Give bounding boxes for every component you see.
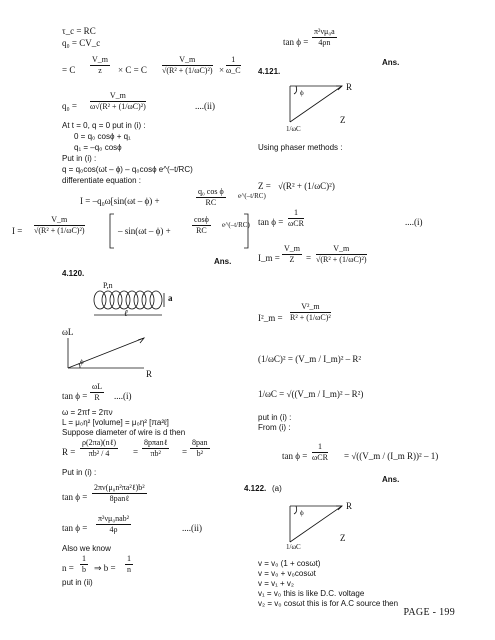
nb-num: 1	[127, 554, 131, 563]
z-lhs: Z =	[258, 181, 271, 191]
im-lhs: I_m =	[258, 253, 280, 263]
tan4-den: ωCR	[312, 453, 328, 462]
coil-l: ℓ	[124, 308, 128, 318]
put-i-2: Put in (i) :	[62, 468, 97, 477]
tanr-den: ωCR	[288, 219, 304, 228]
q0-tag: ....(ii)	[195, 101, 215, 111]
tanr-frac	[288, 209, 304, 228]
i2-cden: RC	[196, 226, 207, 235]
i-frac	[196, 188, 226, 207]
i-lhs: I = –q₀ω[sin(ωt – ϕ) +	[80, 196, 160, 206]
r-n2: 8pπanℓ	[144, 438, 168, 447]
r-eq2: =	[133, 447, 139, 457]
tan3-num: π²νμ₀nab²	[98, 514, 130, 523]
nb-frac	[125, 555, 133, 574]
r-d3: b²	[196, 449, 203, 458]
v-line-2: v = v₀ + v₀cosωt	[258, 569, 316, 578]
v-line-3: v = v₁ + v₂	[258, 579, 295, 588]
top-frac	[312, 28, 337, 47]
tan2-num: 2πν(μ₀n²πa²ℓ)b²	[94, 483, 145, 492]
im-frac-2	[316, 245, 367, 264]
ans-1: Ans.	[214, 257, 232, 266]
put-i-3: put in (i) :	[258, 413, 292, 422]
diff-line: differentiate equation :	[62, 176, 142, 185]
q0-line: q₀ = CV_c	[62, 38, 101, 48]
q0-den: ω√(R² + (1/ωC)²)	[90, 102, 146, 111]
phasor-triangle-left	[66, 336, 156, 376]
top-tan-lhs: tan ϕ =	[283, 37, 309, 47]
tan3-frac	[96, 515, 131, 534]
tri3-wc: 1/ωC	[286, 543, 301, 551]
i-exp: e^(–t/RC)	[238, 192, 266, 200]
im-eq: =	[306, 253, 312, 263]
tan2-den: 8panℓ	[109, 494, 130, 503]
tanr-num: 1	[288, 209, 304, 219]
problem-4-122: 4.122.	[244, 484, 267, 493]
i2-den: √(R² + (1/ωC)²)	[34, 226, 85, 235]
tan4-num: 1	[312, 443, 328, 453]
problem-4-122-a: (a)	[272, 484, 282, 493]
z-body: √(R² + (1/ωC)²)	[278, 181, 335, 191]
v-line-1: v = v₀ (1 + cosωt)	[258, 559, 321, 568]
im2-lhs: I²_m =	[258, 313, 283, 323]
r-frac-1	[80, 439, 118, 458]
eq1-vm: V_m	[162, 56, 213, 66]
from-i: From (i) :	[258, 423, 291, 432]
tan2-lhs: tan ϕ =	[62, 492, 88, 502]
tri2-wc: 1/ωC	[286, 125, 301, 133]
tan1-num: ωL	[92, 382, 103, 391]
q0-frac	[90, 92, 146, 111]
top-num: π²νμ₀a	[314, 27, 335, 36]
tan3-tag: ....(ii)	[182, 523, 202, 533]
i2-lhs: I =	[12, 226, 23, 236]
sq-line: (1/ωC)² = (V_m / I_m)² – R²	[258, 354, 362, 364]
omega-line: ω = 2πf = 2πν	[62, 408, 113, 417]
r-frac-2	[142, 439, 169, 458]
problem-4-120: 4.120.	[62, 269, 85, 278]
page-number: PAGE - 199	[403, 607, 455, 618]
ans-3: Ans.	[382, 475, 400, 484]
wc-line: 1/ωC = √((V_m / I_m)² – R²)	[258, 389, 364, 399]
tan1-tag: ....(i)	[114, 391, 132, 401]
eq1-one: 1	[226, 56, 241, 66]
also-line: Also we know	[62, 544, 111, 553]
tan3-lhs: tan ϕ =	[62, 523, 88, 533]
coil-a: a	[168, 293, 173, 303]
i-num: q₀ cos ϕ	[198, 187, 224, 196]
im-d2: √(R² + (1/ωC)²)	[316, 255, 367, 264]
tan4-lhs: tan ϕ =	[282, 451, 308, 461]
n-b: ⇒ b =	[94, 563, 116, 573]
put-i: Put in (i) :	[62, 154, 97, 163]
n-frac	[80, 555, 88, 574]
i2-cfrac	[192, 216, 211, 235]
r-d2: πb²	[150, 449, 161, 458]
tri-r: R	[146, 369, 153, 379]
tan2-frac	[92, 484, 147, 503]
problem-4-121: 4.121.	[258, 67, 281, 76]
eq1-z: z	[98, 66, 102, 75]
tan1-frac	[90, 383, 104, 402]
eq1-v: V_m	[92, 55, 108, 64]
i2-frac	[34, 216, 85, 235]
r-n3: 8pan	[192, 438, 208, 447]
r-n1: ρ(2πa)(nℓ)	[82, 438, 117, 447]
r-eq3: =	[182, 447, 188, 457]
tri3-r: R	[346, 501, 353, 511]
eq1-lhs: = C	[62, 65, 76, 75]
tri-wl: ωL	[62, 327, 74, 337]
suppose-line: Suppose diameter of wire is d then	[62, 428, 186, 437]
phasor-triangle-122	[288, 504, 348, 548]
tan4-frac	[312, 443, 328, 462]
top-den: 4ρn	[318, 38, 331, 47]
tan4-rhs: = √((V_m / (I_m R))² – 1)	[344, 451, 439, 461]
l-eq: L = μ₀η² [volume] = μ₀η² [πa²ℓ]	[62, 418, 169, 427]
tri2-phi: ϕ	[300, 89, 304, 97]
r-frac-3	[190, 439, 210, 458]
im-frac-1	[282, 245, 302, 264]
tan1-lhs: tan ϕ =	[62, 391, 88, 401]
q0-num: V_m	[90, 92, 146, 102]
i2-exp: e^(–t/RC)	[222, 221, 250, 229]
tanr-tag: ....(i)	[405, 217, 423, 227]
v-line-5: v₂ = v₀ cosωt this is for A.C source then	[258, 599, 399, 608]
q-eq: q = q₀cos(ωt – ϕ) – q₀cosϕ e^(–t/RC)	[62, 165, 193, 174]
nb-den: n	[127, 565, 131, 574]
im2-frac	[290, 303, 331, 322]
r-d1: πb² / 4	[88, 449, 110, 458]
im-d1: Z	[289, 255, 295, 264]
r-lhs: R =	[62, 447, 76, 457]
tau-line: τ_c = RC	[62, 26, 96, 36]
i2-mid: – sin(ωt – ϕ) +	[118, 226, 171, 236]
tan3-den: 4ρ	[109, 525, 118, 534]
eq1-wc: ω_C	[226, 66, 241, 75]
coil-diagram	[92, 290, 174, 322]
eq1-den: √(R² + (1/ωC)²)	[162, 66, 213, 75]
i-den: RC	[205, 198, 217, 207]
im2-den: R² + (1/ωC)²	[290, 313, 331, 322]
eq1-times: ×	[219, 65, 225, 75]
phasor-line: Using phaser methods :	[258, 143, 343, 152]
v-line-4: v₁ = v₀ this is like D.C. voltage	[258, 589, 365, 598]
tanr-lhs: tan ϕ =	[258, 217, 284, 227]
im-n1: V_m	[284, 244, 300, 253]
eq1-frac-main	[162, 56, 213, 75]
eq1-frac-vz	[90, 56, 110, 75]
q1-line: q₁ = –q₀ cosϕ	[74, 143, 122, 152]
im-n2: V_m	[316, 245, 367, 255]
tri2-z: Z	[340, 115, 346, 125]
coil-label: P,n	[103, 281, 113, 290]
im2-num: V²_m	[290, 303, 331, 313]
tri2-r: R	[346, 82, 353, 92]
phasor-triangle-121	[288, 84, 348, 128]
n-num: 1	[82, 554, 86, 563]
ans-2: Ans.	[382, 58, 400, 67]
tri-phi: ϕ	[80, 358, 84, 366]
i2-cnum: cosϕ	[194, 215, 209, 224]
at-t0: At t = 0, q = 0 put in (i) :	[62, 121, 146, 130]
i2-num: V_m	[34, 216, 85, 226]
put-ii: put in (ii)	[62, 578, 93, 587]
eq1-frac-wc	[226, 56, 241, 75]
tan1-den: R	[94, 393, 100, 402]
eq1-mid: × C = C	[118, 65, 147, 75]
tri3-phi: ϕ	[300, 509, 304, 517]
q0-lhs: q₀ =	[62, 101, 77, 111]
n-eq: n =	[62, 563, 74, 573]
zero-line: 0 = q₀ cosϕ + q₁	[74, 132, 131, 141]
n-den: b	[82, 565, 86, 574]
tri3-z: Z	[340, 533, 346, 543]
